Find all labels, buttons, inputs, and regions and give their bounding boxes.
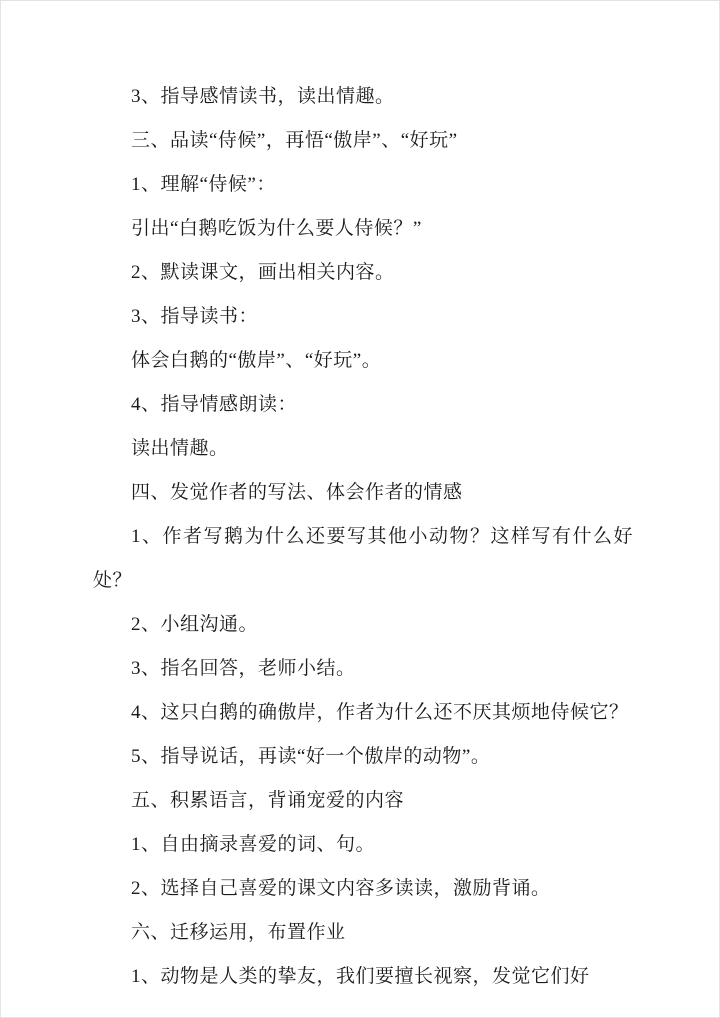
paragraph: 2、小组沟通。 xyxy=(131,614,259,635)
paragraph: 2、选择自己喜爱的课文内容多读读，激励背诵。 xyxy=(131,878,551,899)
paragraph: 3、指导感情读书，读出情趣。 xyxy=(131,86,395,107)
paragraph: 读出情趣。 xyxy=(131,438,229,459)
paragraph: 引出“白鹅吃饭为什么要人侍候？” xyxy=(131,218,422,239)
paragraph: 3、指名回答，老师小结。 xyxy=(131,658,356,679)
paragraph: 1、作者写鹅为什么还要写其他小动物？这样写有什么好处？ xyxy=(93,526,633,591)
paragraph: 3、指导读书： xyxy=(131,306,259,327)
paragraph: 四、发觉作者的写法、体会作者的情感 xyxy=(131,482,463,503)
paragraph: 4、指导情感朗读： xyxy=(131,394,298,415)
paragraph: 1、自由摘录喜爱的词、句。 xyxy=(131,834,376,855)
paragraph: 三、品读“侍候”，再悟“傲岸”、“好玩” xyxy=(131,130,458,151)
paragraph: 体会白鹅的“傲岸”、“好玩”。 xyxy=(131,350,382,371)
document-body xyxy=(93,75,633,999)
paragraph: 4、这只白鹅的确傲岸，作者为什么还不厌其烦地侍候它？ xyxy=(131,702,629,723)
paragraph: 2、默读课文，画出相关内容。 xyxy=(131,262,395,283)
paragraph: 五、积累语言，背诵宠爱的内容 xyxy=(131,790,405,811)
paragraph: 六、迁移运用，布置作业 xyxy=(131,922,346,943)
paragraph: 1、理解“侍候”： xyxy=(131,174,276,195)
paragraph: 5、指导说话，再读“好一个傲岸的动物”。 xyxy=(131,746,491,767)
paragraph: 1、动物是人类的挚友，我们要擅长视察，发觉它们好 xyxy=(131,966,590,987)
